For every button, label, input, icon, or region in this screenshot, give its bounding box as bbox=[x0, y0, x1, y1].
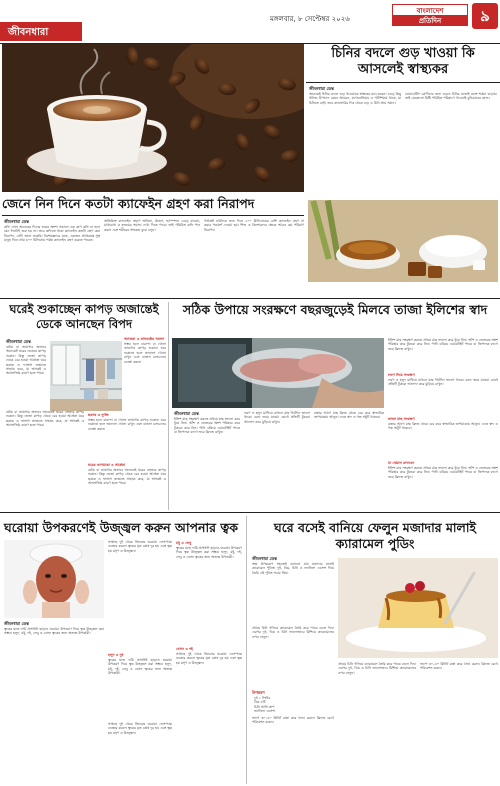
skin-col1: ত্বকের যত্নে দামি প্রসাধনী ছাড়াও ঘরোয়া উপকরণ দিয়ে ত্বক উজ্জ্বল করা সম্ভব। হলুদ, মধু, দই, লেবু ও বেসন ত্বকের জন্য অত্যন্ত উপকারী। bbox=[4, 627, 104, 636]
laundry-photo bbox=[50, 341, 122, 411]
hilsa-headline: সঠিক উপায়ে সংরক্ষণে বছরজুড়েই মিলবে তাজা ইলিশের স্বাদ bbox=[182, 302, 488, 317]
pudding-col1: অল্প উপকরণে সহজেই বানানো যায় মজাদার মালাই ক্যারামেল পুডিং। দুধ, ডিম, চিনি ও ভ্যানিলা এসেন্স দিয়ে তৈরি এই পুডিং সবার প্রিয়। bbox=[252, 562, 334, 575]
coffee-col1: কফি এখন অনেকের দিনের শুরুর অংশ। সকালে এক কাপ কফি না হলে যেন দিনটাই শুরু হয় না। তবে কফিতে থাকা ক্যাফেইন কতটা গ্রহণ করা নিরাপদ, সেটা জানা জরুরি। বিশেষজ্ঞদের মতে, একজন প্রাপ্তবয়স্ক সুস্থ মানুষ দিনে প্রায় ৪০০ মিলিগ্রাম পর্যন্ত ক্যাফেইন গ্রহণ করতে পারেন। bbox=[4, 225, 100, 243]
clothes-col2c: বর্ষায় বা জায়গার অভাবে অনেকেই ঘরের ভেতরে কাপড় শুকান। কিন্তু ভেজা কাপড় থেকে বের হওয়া আর্দ্রতা ঘরে ছত্রাক ও ফাঙ্গাস জন্মাতে সাহায্য করে, যা শ্বাসকষ্ট ও অ্যালার্জির কারণ হতে পারে। bbox=[88, 468, 166, 486]
skin-sub3: বেসন ও দই bbox=[176, 647, 193, 651]
coffee-col2: অতিরিক্ত ক্যাফেইন গ্রহণে অনিদ্রা, উদ্বেগ, হৃৎস্পন্দন বেড়ে যাওয়া, মাথাব্যথা ও হজমের সমস্যা দেখা দিতে পারে। তাই পরিমিত কফি পান করুন এবং শরীরের সংকেত বুঝে চলুন। bbox=[104, 219, 200, 232]
pudding-col2: প্রথমে চিনি গলিয়ে ক্যারামেল তৈরি করে পাত্রে ঢেলে দিন। এরপর দুধ, ডিম ও চিনি ভালোভাবে মিশিয়ে ক্যারামেলের ওপর ঢালুন। bbox=[252, 626, 334, 639]
ingredient-item: দুধ ১ লিটার bbox=[254, 696, 271, 700]
hilsa-sub3: যা খেয়াল রাখবেন bbox=[388, 461, 415, 465]
hilsa-photo bbox=[172, 338, 384, 408]
skin-col2c: সপ্তাহে দুই থেকে তিনবার ঘরোয়া ফেসপ্যাক ব্যবহার করলে ত্বকের মৃত কোষ দূর হয় এবং ত্বক হয় মসৃণ ও উজ্জ্বল। bbox=[108, 722, 172, 735]
jaggery-illustration bbox=[308, 200, 498, 282]
pudding-illustration bbox=[338, 558, 498, 658]
clothes-headline: ঘরেই শুকাচ্ছেন কাপড় অজান্তেই ডেকে আনছেন বিপদ bbox=[9, 302, 159, 331]
hilsa-sub2: ভাজা মাছ সংরক্ষণ bbox=[388, 417, 415, 421]
hilsa-col1: ইলিশ মাছ সংরক্ষণ করতে প্রথমে মাছ ভালো করে ধুয়ে নিন। আঁশ ও ভেতরের অংশ পরিষ্কার করে টুকরো করে নিন। পানি ঝরিয়ে এয়ারটাইট পাত্রে বা জিপলক ব্যাগে ভরে ফ্রিজে রাখুন। bbox=[174, 417, 240, 435]
publication-date: মঙ্গলবার, ৮ সেপ্টেম্বর ২০২৬ bbox=[270, 15, 350, 23]
ingredient-item: ভ্যানিলা এসেন্স bbox=[254, 709, 275, 714]
page-header bbox=[0, 0, 500, 44]
section-divider-1 bbox=[0, 298, 500, 299]
page-number: ৯ bbox=[472, 3, 498, 29]
jaggery-divider bbox=[306, 82, 500, 83]
pudding-byline: জীবনধারা ডেস্ক bbox=[252, 556, 277, 561]
coffee-byline: জীবনধারা ডেস্ক bbox=[4, 219, 29, 224]
column-divider-1 bbox=[168, 302, 169, 510]
pudding-photo bbox=[338, 558, 498, 658]
jaggery-col1: অনেকেই চিনির বদলে গুড় খাওয়াকে স্বাস্থ্যকর মনে করেন। গুড়ে কিছু খনিজ উপাদান যেমন আয়রন, ম্যাগনেসিয়াম ও পটাশিয়াম থাকে, যা চিনিতে নেই। তবে ক্যালোরির দিক থেকে গুড় ও চিনি প্রায় সমান। bbox=[309, 92, 401, 105]
clothes-col1: বর্ষায় বা জায়গার অভাবে অনেকেই ঘরের ভেতরে কাপড় শুকান। কিন্তু ভেজা কাপড় থেকে বের হওয়া আর্দ্রতা ঘরে ছত্রাক ও ফাঙ্গাস জন্মাতে সাহায্য করে, যা শ্বাসকষ্ট ও অ্যালার্জির কারণ হতে পারে। bbox=[6, 345, 46, 376]
pudding-col2b: ভাপে ৩০–৪০ মিনিট রান্না করে ঠান্ডা করুন। ফ্রিজে রেখে পরিবেশন করুন। bbox=[252, 716, 334, 725]
jaggery-byline: জীবনধারা ডেস্ক bbox=[309, 86, 334, 91]
pudding-headline: ঘরে বসেই বানিয়ে ফেলুন মজাদার মালাই ক্যারামেল পুডিং bbox=[274, 520, 476, 551]
skin-care-photo bbox=[4, 540, 104, 618]
hilsa-byline: জীবনধারা ডেস্ক bbox=[174, 411, 199, 416]
hilsa-col2: লবণ ও হলুদ মাখিয়ে রাখলে মাছ দীর্ঘদিন ভালো থাকে। বরফ জমে যাওয়া রোধে প্রতিটি টুকরো আলাদা করে মুড়িয়ে রাখুন। bbox=[244, 411, 310, 424]
coffee-illustration bbox=[2, 44, 304, 192]
clothes-col2: সম্ভব হলে বারান্দা বা খোলা জায়গায় কাপড় শুকান। ঘরে শুকাতে হলে জানালা খোলা রাখুন এবং বাতাস চলাচলের ব্যবস্থা করুন। bbox=[124, 342, 166, 364]
coffee-photo bbox=[2, 44, 304, 192]
hilsa-side-text3: রান্নার আগে মাছ ফ্রিজ থেকে বের করে স্বাভাবিক তাপমাত্রায় আনুন। এতে স্বাদ ও গন্ধ অটুট থাকবে। bbox=[388, 422, 498, 431]
ingredients-title: উপকরণ bbox=[252, 690, 265, 695]
jaggery-sugar-photo bbox=[308, 200, 498, 282]
coffee-divider bbox=[2, 215, 304, 216]
clothes-col1b: বর্ষায় বা জায়গার অভাবে অনেকেই ঘরের ভেতরে কাপড় শুকান। কিন্তু ভেজা কাপড় থেকে বের হওয়া আর্দ্রতা ঘরে ছত্রাক ও ফাঙ্গাস জন্মাতে সাহায্য করে, যা শ্বাসকষ্ট ও অ্যালার্জির কারণ হতে পারে। bbox=[6, 410, 84, 428]
ingredients-list bbox=[254, 696, 334, 714]
section-label: জীবনধারা bbox=[0, 22, 82, 41]
section-divider-2 bbox=[0, 512, 500, 513]
logo-top-text: বাংলাদেশ bbox=[393, 5, 467, 15]
column-divider-2 bbox=[246, 516, 247, 784]
skin-headline: ঘরোয়া উপকরণেই উজ্জ্বল করুন আপনার ত্বক bbox=[4, 520, 238, 535]
hilsa-side-text2: লবণ ও হলুদ মাখিয়ে রাখলে মাছ দীর্ঘদিন ভালো থাকে। বরফ জমে যাওয়া রোধে প্রতিটি টুকরো আলাদা করে মুড়িয়ে রাখুন। bbox=[388, 378, 498, 387]
clothes-sub1: অ্যাজমা ও শ্বাসকষ্টের সমস্যা bbox=[124, 337, 165, 341]
hilsa-sub1: লবণ দিয়ে সংরক্ষণ bbox=[388, 373, 415, 377]
skin-byline: জীবনধারা ডেস্ক bbox=[4, 621, 29, 626]
coffee-col3: গর্ভবতী নারীদের জন্য দিনে ২০০ মিলিগ্রামের বেশি ক্যাফেইন গ্রহণ না করার পরামর্শ দেওয়া হয়। শিশু ও কিশোরদের ক্ষেত্রে আরও কম পরিমাণ নিরাপদ। bbox=[204, 219, 304, 232]
skin-sub2: মধু ও লেবু bbox=[176, 541, 192, 545]
clothes-sidebar bbox=[124, 336, 166, 410]
ingredient-item: চিনি আধা কাপ bbox=[254, 704, 275, 709]
jaggery-headline: চিনির বদলে গুড় খাওয়া কি আসলেই স্বাস্থ্যকর bbox=[331, 46, 475, 77]
hilsa-col3: রান্নার আগে মাছ ফ্রিজ থেকে বের করে স্বাভাবিক তাপমাত্রায় আনুন। এতে স্বাদ ও গন্ধ অটুট থাকবে। bbox=[314, 411, 384, 420]
skin-col2b: ত্বকের যত্নে দামি প্রসাধনী ছাড়াও ঘরোয়া উপকরণ দিয়ে ত্বক উজ্জ্বল করা সম্ভব। হলুদ, মধু, দই, লেবু ও বেসন ত্বকের জন্য অত্যন্ত উপকারী। bbox=[108, 658, 172, 676]
logo-bottom-text: প্রতিদিন bbox=[393, 15, 467, 25]
pudding-col3: প্রথমে চিনি গলিয়ে ক্যারামেল তৈরি করে পাত্রে ঢেলে দিন। এরপর দুধ, ডিম ও চিনি ভালোভাবে মিশিয়ে ক্যারামেলের ওপর ঢালুন। bbox=[338, 662, 416, 675]
clothes-byline: জীবনধারা ডেস্ক bbox=[6, 339, 31, 344]
hilsa-sidebar bbox=[388, 338, 498, 510]
hilsa-side-text4: ইলিশ মাছ সংরক্ষণ করতে প্রথমে মাছ ভালো করে ধুয়ে নিন। আঁশ ও ভেতরের অংশ পরিষ্কার করে টুকরো করে নিন। পানি ঝরিয়ে এয়ারটাইট পাত্রে বা জিপলক ব্যাগে ভরে ফ্রিজে রাখুন। bbox=[388, 466, 498, 479]
jaggery-col2: ডায়াবেটিস রোগীদের জন্য গুড়ও চিনির মতোই রক্তে শর্করা বাড়ায়। তাই যেকোনো মিষ্টি পরিমিত পরিমাণে খাওয়াই বুদ্ধিমানের কাজ। bbox=[405, 92, 497, 101]
skin-col3: ত্বকের যত্নে দামি প্রসাধনী ছাড়াও ঘরোয়া উপকরণ দিয়ে ত্বক উজ্জ্বল করা সম্ভব। হলুদ, মধু, দই, লেবু ও বেসন ত্বকের জন্য অত্যন্ত উপকারী। bbox=[176, 546, 242, 559]
skin-col3b: সপ্তাহে দুই থেকে তিনবার ঘরোয়া ফেসপ্যাক ব্যবহার করলে ত্বকের মৃত কোষ দূর হয় এবং ত্বক হয় মসৃণ ও উজ্জ্বল। bbox=[176, 652, 242, 665]
hilsa-illustration bbox=[172, 338, 384, 408]
newspaper-logo bbox=[392, 4, 468, 26]
clothes-sub2: ছত্রাক ও দুর্গন্ধ bbox=[88, 413, 109, 417]
clothes-sub3: ঘরের তাপমাত্রা ও আর্দ্রতা bbox=[88, 463, 126, 467]
laundry-illustration bbox=[50, 341, 122, 411]
hilsa-side-text1: ইলিশ মাছ সংরক্ষণ করতে প্রথমে মাছ ভালো করে ধুয়ে নিন। আঁশ ও ভেতরের অংশ পরিষ্কার করে টুকরো করে নিন। পানি ঝরিয়ে এয়ারটাইট পাত্রে বা জিপলক ব্যাগে ভরে ফ্রিজে রাখুন। bbox=[388, 338, 498, 351]
skin-col2: সপ্তাহে দুই থেকে তিনবার ঘরোয়া ফেসপ্যাক ব্যবহার করলে ত্বকের মৃত কোষ দূর হয় এবং ত্বক হয় মসৃণ ও উজ্জ্বল। bbox=[108, 540, 172, 553]
coffee-headline: জেনে নিন দিনে কতটা ক্যাফেইন গ্রহণ করা নিরাপদ bbox=[2, 196, 255, 211]
pudding-col4: ভাপে ৩০–৪০ মিনিট রান্না করে ঠান্ডা করুন। ফ্রিজে রেখে পরিবেশন করুন। bbox=[420, 662, 498, 671]
clothes-col2b: সম্ভব হলে বারান্দা বা খোলা জায়গায় কাপড় শুকান। ঘরে শুকাতে হলে জানালা খোলা রাখুন এবং বাতাস চলাচলের ব্যবস্থা করুন। bbox=[88, 418, 166, 431]
skin-sub1: হলুদ ও দুধ bbox=[108, 653, 124, 657]
facemask-illustration bbox=[4, 540, 104, 618]
ingredient-item: ডিম ৪টি bbox=[254, 700, 266, 705]
